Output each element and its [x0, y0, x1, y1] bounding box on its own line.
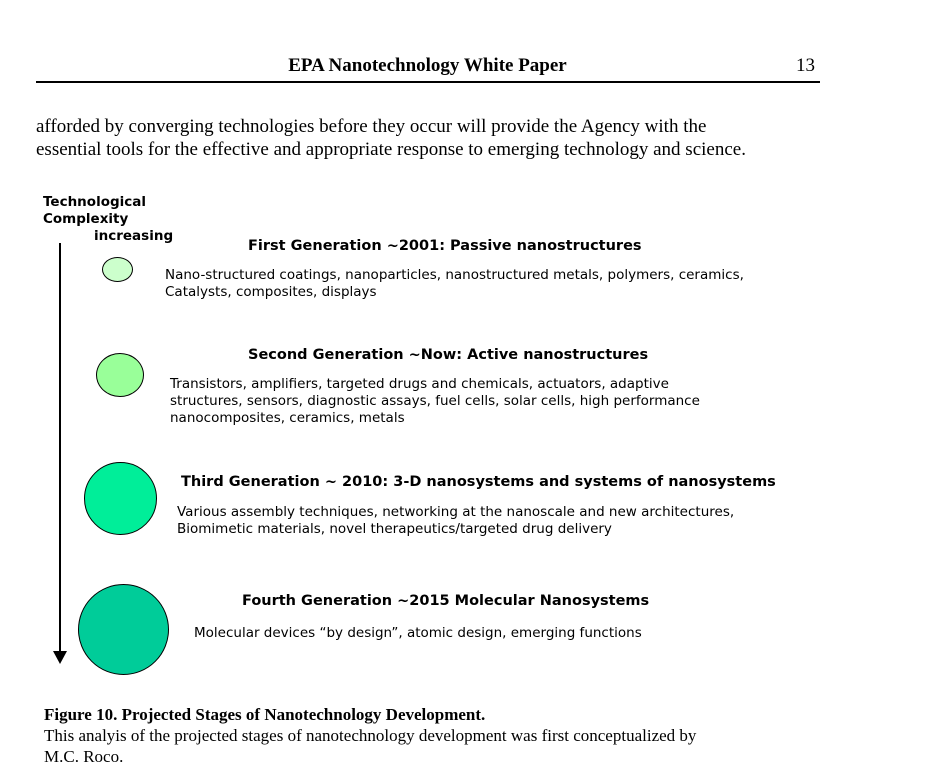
- figure-caption-text: M.C. Roco.: [44, 747, 124, 766]
- generation-title-4: Fourth Generation ~2015 Molecular Nanosystems: [242, 593, 650, 609]
- generation-title-1: First Generation ~2001: Passive nanostructures: [248, 238, 642, 254]
- generation-desc-line: Various assembly techniques, networking at the nanoscale and new architectures,: [177, 504, 735, 520]
- generation-desc-line: Transistors, amplifiers, targeted drugs and chemicals, actuators, adaptive: [170, 376, 669, 392]
- axis-label-line1: Technological Complexity: [43, 194, 147, 227]
- generation-circle-3: [84, 462, 157, 535]
- generation-desc-line: Molecular devices “by design”, atomic design, emerging functions: [194, 625, 642, 641]
- down-arrow-icon: [53, 651, 67, 664]
- body-line: afforded by converging technologies before they occur will provide the Agency with the: [36, 116, 707, 137]
- generation-desc-4: [194, 625, 642, 642]
- complexity-arrow-shaft: [59, 243, 61, 653]
- generation-title-3: Third Generation ~ 2010: 3-D nanosystems and systems of nanosystems: [181, 474, 776, 490]
- figure-caption-text: This analyis of the projected stages of nanotechnology development was first conceptualized by: [44, 726, 697, 745]
- page-header-title: EPA Nanotechnology White Paper: [288, 55, 567, 76]
- page-number: 13: [796, 55, 815, 76]
- generation-desc-line: nanocomposites, ceramics, metals: [170, 410, 405, 426]
- generation-desc-line: Catalysts, composites, displays: [165, 284, 377, 300]
- body-line: essential tools for the effective and appropriate response to emerging technology and science.: [36, 139, 746, 160]
- axis-label: [43, 194, 213, 245]
- generation-desc-2: [170, 376, 700, 427]
- figure-caption-title: Figure 10. Projected Stages of Nanotechnology Development.: [44, 705, 486, 724]
- axis-label-line2: increasing: [94, 228, 174, 244]
- generation-title-2: Second Generation ~Now: Active nanostructures: [248, 347, 649, 363]
- generation-circle-4: [78, 584, 169, 675]
- generation-desc-line: Biomimetic materials, novel therapeutics/targeted drug delivery: [177, 521, 612, 537]
- body-paragraph: [36, 115, 856, 161]
- generation-circle-1: [102, 257, 133, 282]
- generation-desc-3: [177, 504, 734, 538]
- generation-desc-line: Nano-structured coatings, nanoparticles, nanostructured metals, polymers, ceramics,: [165, 267, 744, 283]
- figure-caption: [44, 704, 804, 767]
- generation-desc-1: [165, 267, 744, 301]
- generation-desc-line: structures, sensors, diagnostic assays, fuel cells, solar cells, high performance: [170, 393, 700, 409]
- header-rule: [36, 81, 820, 83]
- generation-circle-2: [96, 353, 144, 397]
